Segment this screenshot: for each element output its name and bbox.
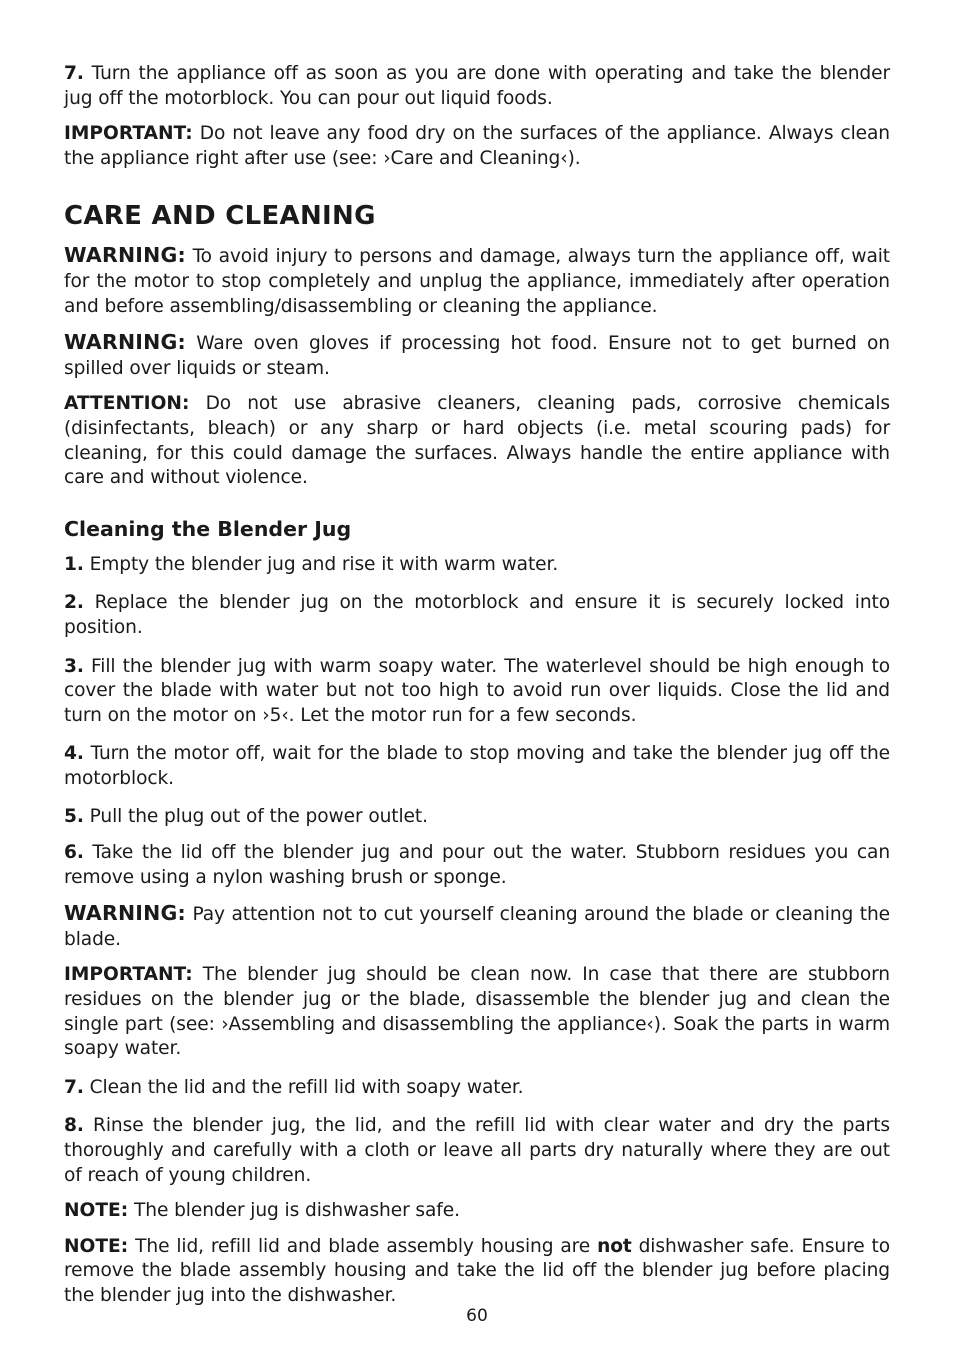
- note-text: Pay attention not to cut yourself cleaning around the blade or cleaning the blade.: [64, 904, 890, 950]
- important-note: [64, 963, 890, 1061]
- emphasis-not: not: [597, 1235, 632, 1257]
- step-text: Fill the blender jug with warm soapy water. The waterlevel should be high enough to cover the blade with water but not too high to avoid run over liquids. Close the lid and turn on the motor on ›5‹. Let the motor run for a few seconds.: [64, 655, 890, 726]
- step-text: Rinse the blender jug, the lid, and the refill lid with clear water and dry the parts thoroughly and carefully with a cloth or leave all parts dry naturally where they are out of reach of young children.: [64, 1115, 890, 1186]
- warning-note: [64, 901, 890, 952]
- note-text: The blender jug should be clean now. In case that there are stubborn residues on the blender jug or the blade, disassemble the blender jug and clean the single part (see: ›Assembling and disassembling the appliance‹). Soak the parts in warm soapy water.: [64, 964, 890, 1060]
- step-number: 7.: [64, 1076, 84, 1098]
- note: [64, 1235, 890, 1309]
- step-number: 8.: [64, 1115, 84, 1137]
- step-text: Take the lid off the blender jug and pour out the water. Stubborn residues you can remove using a nylon washing brush or sponge.: [64, 842, 890, 888]
- attention-note: [64, 392, 890, 490]
- jug-step-6: [64, 841, 890, 890]
- step-number: 3.: [64, 655, 84, 677]
- note-text: Do not leave any food dry on the surfaces of the appliance. Always clean the appliance right after use (see: ›Care and Cleaning‹).: [64, 123, 890, 169]
- step-text: Clean the lid and the refill lid with soapy water.: [83, 1076, 524, 1098]
- section-title: CARE AND CLEANING: [64, 201, 376, 232]
- jug-step-3: [64, 655, 890, 729]
- step-number: 7.: [64, 63, 84, 84]
- step-number: 2.: [64, 592, 84, 614]
- step-number: 5.: [64, 806, 84, 828]
- jug-step-2: [64, 591, 890, 640]
- step-number: 6.: [64, 842, 84, 864]
- document-page: [64, 62, 890, 1309]
- warning-note: [64, 330, 890, 381]
- note-label: WARNING:: [64, 243, 186, 268]
- step-text: Turn the appliance off as soon as you are done with operating and take the blender jug off the motorblock. You can pour out liquid foods.: [64, 63, 890, 109]
- step-text: Pull the plug out of the power outlet.: [83, 806, 428, 828]
- jug-step-1: [64, 553, 890, 578]
- intro-important-note: [64, 122, 890, 171]
- note: [64, 1199, 890, 1224]
- jug-step-4: [64, 742, 890, 791]
- note-label: IMPORTANT:: [64, 123, 193, 145]
- note-text: To avoid injury to persons and damage, always turn the appliance off, wait for the motor to stop completely and unplug the appliance, immediately after operation and before assembling/disassembling or cleaning the appliance.: [64, 246, 890, 317]
- note-text: The lid, refill lid and blade assembly housing are: [128, 1235, 598, 1257]
- note-label: IMPORTANT:: [64, 964, 193, 986]
- note-label: WARNING:: [64, 901, 186, 926]
- jug-step-5: [64, 805, 890, 830]
- subsection-title: Cleaning the Blender Jug: [64, 516, 352, 541]
- step-number: 4.: [64, 743, 84, 765]
- page-number: 60: [466, 1306, 488, 1326]
- note-label: WARNING:: [64, 330, 186, 355]
- jug-step-7: [64, 1076, 890, 1101]
- jug-step-8: [64, 1114, 890, 1188]
- intro-step-7: [64, 62, 890, 111]
- step-text: Empty the blender jug and rise it with warm water.: [83, 553, 559, 575]
- step-text: Replace the blender jug on the motorblock and ensure it is securely locked into position.: [64, 592, 890, 638]
- step-number: 1.: [64, 553, 84, 575]
- note-label: NOTE:: [64, 1200, 129, 1222]
- warning-note: [64, 243, 890, 319]
- note-label: NOTE:: [64, 1235, 129, 1257]
- step-text: Turn the motor off, wait for the blade to stop moving and take the blender jug off the motorblock.: [64, 743, 890, 789]
- note-text: The blender jug is dishwasher safe.: [128, 1200, 460, 1222]
- note-label: ATTENTION:: [64, 393, 190, 415]
- note-text: dishwasher safe. Ensure to remove the blade assembly housing and take the lid off the blender jug before placing the blender jug into the dishwasher.: [64, 1235, 890, 1306]
- note-text: Ware oven gloves if processing hot food. Ensure not to get burned on spilled over liquids or steam.: [64, 333, 890, 379]
- note-text: Do not use abrasive cleaners, cleaning pads, corrosive chemicals (disinfectants, bleach) or any sharp or hard objects (i.e. metal scouring pads) for cleaning, for this could damage the surfaces. Always handle the entire appliance with care and without violence.: [64, 393, 890, 489]
